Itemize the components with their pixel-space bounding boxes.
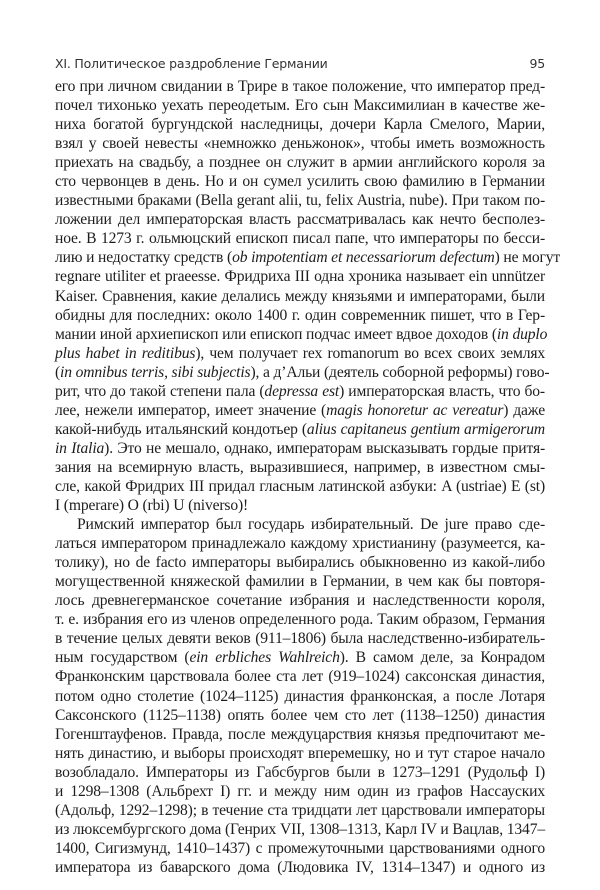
text-line — [55, 363, 550, 382]
text-run: известными браками (Bella gerant alii, tu, felix Austria, nube). При таком по- — [55, 192, 545, 210]
italic-latin-phrase: alius capitaneus gentium armigerorum — [306, 420, 545, 438]
text-line — [55, 401, 545, 420]
text-line — [55, 648, 545, 667]
chapter-title: XI. Политическое раздробление Германии — [55, 56, 328, 71]
italic-latin-phrase: in duplo — [496, 325, 548, 343]
text-run: regnare utiliter et praeesse. Фридриха III одна хроника называет ein unnützer — [55, 268, 545, 286]
text-line — [55, 591, 545, 610]
body-text — [55, 77, 561, 877]
text-line — [55, 572, 545, 591]
italic-latin-phrase: in Italia — [55, 439, 105, 457]
text-run: Римский император был государь избирательный. De jure право сде- — [77, 516, 545, 534]
text-line — [55, 496, 545, 515]
text-run: сто червонцев в день. Но и он сумел усилить свою фамилию в Германии — [55, 173, 545, 191]
text-line — [55, 191, 545, 210]
text-line — [55, 248, 561, 267]
text-run: мании иной архиепископ или епископ подчас имеет вдвое доходов ( — [55, 325, 497, 343]
text-run: лию и недостатку средств ( — [55, 249, 233, 267]
text-run: (Адольф, 1292–1298); в течение ста тридцати лет царствовали императоры — [55, 801, 545, 819]
text-run: Kaiser. Сравнения, какие делались между князьями и императорами, были — [55, 287, 545, 305]
text-line — [55, 96, 545, 115]
text-line — [55, 610, 545, 629]
text-line — [55, 706, 545, 725]
paragraph — [55, 515, 545, 877]
text-run: приехать на свадьбу, а позднее он служит в армии английского короля за — [55, 154, 545, 172]
text-run: ), чем получает rex romanorum во всех своих землях — [195, 344, 546, 362]
text-run: Гогенштауфенов. Правда, после междуцарствия князья предпочитают ме- — [55, 725, 545, 743]
text-run: ), а д’Альи (деятель соборной реформы) гово- — [250, 363, 550, 381]
text-run: в течение целых девяти веков (911–1806) была наследственно-избиратель- — [55, 630, 545, 648]
text-line — [55, 325, 548, 344]
italic-latin-phrase: in omnibus terris, sibi subjectis — [60, 363, 251, 381]
text-line — [55, 153, 545, 172]
text-run: латься императором принадлежало каждому христианину (разумеется, ка- — [55, 535, 545, 553]
text-line — [55, 77, 545, 96]
text-run: могущественной княжеской фамилии в Германии, в чем как бы повторя- — [55, 573, 545, 591]
text-run: ным государством ( — [55, 649, 190, 667]
italic-latin-phrase: depressa est — [264, 382, 340, 400]
text-run: ложении дел императорская власть рассматривалась как нечто бесполез- — [55, 211, 545, 229]
text-run: Саксонского (1125–1138) опять более чем сто лет (1138–1250) династия — [55, 706, 545, 724]
text-run: лее, нежели император, имеет значение ( — [55, 401, 327, 419]
text-line — [55, 382, 545, 401]
text-run: ниха богатой бургундской наследницы, дочери Карла Смелого, Марии, — [55, 116, 545, 134]
text-run: 1400, Сигизмунд, 1410–1437) с промежуточными царствованиями одного — [55, 839, 545, 857]
text-line — [55, 782, 545, 801]
text-line — [55, 667, 545, 686]
text-line — [55, 553, 545, 572]
text-run: обидны для последних: около 1400 г. один современник пишет, что в Гер- — [55, 306, 545, 324]
text-run: ) императорская власть, что бо- — [339, 382, 545, 400]
text-run: ) не могут — [494, 249, 561, 267]
text-run: потом одно столетие (1024–1125) династия франконская, а после Лотаря — [55, 687, 545, 705]
text-line — [55, 134, 545, 153]
text-run: Франконским царствовала более ста лет (919–1024) саксонская династия, — [55, 668, 545, 686]
text-line — [55, 229, 545, 248]
italic-latin-phrase: ein erbliches Wahlreich — [189, 649, 340, 667]
text-run: и 1298–1308 (Альбрехт I) гг. и между ним один из графов Нассауских — [55, 782, 545, 800]
text-run: взял у своей невесты «немножко деньжонок», чтобы иметь возможность — [55, 135, 545, 153]
text-run: I (mperare) O (rbi) U (niverso)! — [55, 497, 249, 515]
text-line — [55, 344, 545, 363]
text-run: императора из баварского дома (Людовика IV, 1314–1347) и одного из — [55, 858, 545, 876]
text-line — [55, 858, 545, 877]
text-line — [55, 744, 545, 763]
text-line — [55, 172, 545, 191]
text-run: т. е. избрания его из членов определенного рода. Таким образом, Германия — [55, 611, 545, 629]
text-line — [55, 839, 545, 858]
text-line — [55, 763, 545, 782]
page-number: 95 — [529, 56, 545, 71]
text-run: ). Это не мешало, однако, императорам высказывать гордые притя- — [104, 439, 546, 457]
text-line — [55, 477, 545, 496]
text-line — [55, 820, 545, 839]
text-run: возобладало. Императоры из Габсбургов были в 1273–1291 (Рудольф I) — [55, 763, 545, 781]
text-run: нять династию, и выборы происходят вперемешку, но и тут старое начало — [55, 744, 545, 762]
text-run: толику), но de facto императоры выбирались обыкновенно из какой-либо — [55, 554, 545, 572]
paragraph — [55, 77, 561, 515]
text-run: лось древнегерманское сочетание избрания и наследственности короля, — [55, 592, 545, 610]
text-run: какой-нибудь итальянский кондотьер ( — [55, 420, 307, 438]
text-line — [55, 515, 545, 534]
running-head — [55, 56, 545, 74]
text-line — [55, 115, 545, 134]
text-run: ). В самом деле, за Конрадом — [339, 649, 545, 667]
text-run: ( — [55, 363, 61, 381]
text-run: ) даже — [503, 401, 545, 419]
text-line — [55, 210, 545, 229]
text-line — [55, 439, 545, 458]
text-run: его при личном свидании в Трире в такое положение, что император пред- — [55, 78, 545, 95]
text-run: рит, что до такой степени пала ( — [55, 382, 265, 400]
text-line — [55, 267, 545, 286]
text-line — [55, 687, 545, 706]
text-line — [55, 420, 545, 439]
italic-latin-phrase: magis honoretur ac vereatur — [326, 401, 504, 419]
text-line — [55, 458, 545, 477]
italic-latin-phrase: plus habet in reditibus — [55, 344, 196, 362]
text-line — [55, 629, 545, 648]
text-run: зания на всемирную власть, выразившиеся, например, в известном смы- — [55, 458, 545, 476]
text-run: из люксембургского дома (Генрих VII, 1308–1313, Карл IV и Вацлав, 1347– — [55, 820, 545, 838]
text-line — [55, 801, 545, 820]
text-line — [55, 306, 545, 325]
text-line — [55, 725, 545, 744]
text-run: почел тихонько уехать переодетым. Его сын Максимилиан в качестве же- — [55, 97, 545, 115]
text-run: сле, какой Фридрих III придал гласным латинской азбуки: A (ustriae) E (st) — [55, 477, 545, 495]
text-run: ное. В 1273 г. ольмюцский епископ писал папе, что императоры по бесси- — [55, 230, 545, 248]
italic-latin-phrase: ob impotentiam et necessariorum defectum — [232, 249, 495, 267]
text-line — [55, 287, 545, 306]
text-line — [55, 534, 545, 553]
